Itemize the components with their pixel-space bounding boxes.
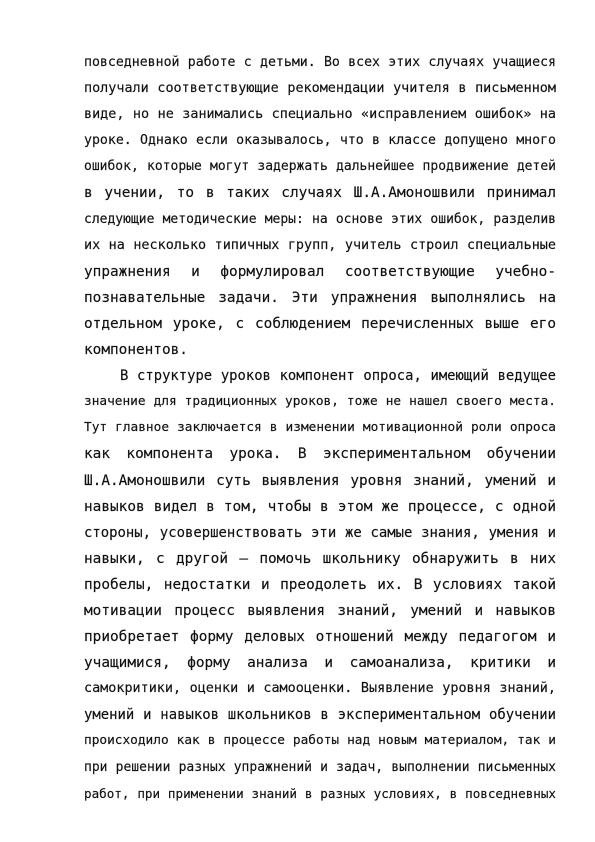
text-line: ошибок, которые могут задержать дальнейшее продвижение детей <box>84 159 556 175</box>
text-line: стороны, усовершенствовать эти же самые знания, умения и <box>84 524 556 541</box>
text-line: получали соответствующие рекомендации учителя в письменном <box>84 81 556 97</box>
text-line: работ, при применении знаний в разных условиях, в повседневных <box>84 785 556 801</box>
text-line: компонентов. <box>84 342 188 359</box>
text-line: значение для традиционных уроков, тоже не нашел своего места. <box>84 394 556 410</box>
text-line: Тут главное заключается в изменении мотивационной роли опроса <box>84 420 556 436</box>
text-line: происходило как в процессе работы над новым материалом, так и <box>84 733 556 749</box>
text-line: Ш.А.Амоношвили суть выявления уровня знаний, умений и <box>84 472 556 489</box>
text-line: при решении разных упражнений и задач, выполнении письменных <box>84 759 556 775</box>
text-line: их на несколько типичных групп, учитель строил специальные <box>84 237 556 253</box>
body-text <box>84 50 556 807</box>
text-line: виде, но не занимались специально «исправлением ошибок» на <box>84 107 556 123</box>
text-line: умений и навыков школьников в экспериментальном обучении <box>84 707 556 724</box>
text-line: повседневной работе с детьми. Во всех этих случаях учащиеся <box>84 55 556 70</box>
text-line: пробелы, недостатки и преодолеть их. В условиях такой <box>84 576 556 593</box>
text-line: в учении, то в таких случаях Ш.А.Амоношвили принимал <box>84 185 556 202</box>
text-line: познавательные задачи. Эти упражнения выполнялись на <box>84 289 556 306</box>
text-line: В структуре уроков компонент опроса, имеющий ведущее <box>120 368 556 385</box>
text-line: следующие методические меры: на основе этих ошибок, разделив <box>84 211 556 227</box>
text-line: учащимися, форму анализа и самоанализа, критики и <box>84 655 556 672</box>
text-line: мотивации процесс выявления знаний, умений и навыков <box>84 602 556 619</box>
text-line: самокритики, оценки и самооценки. Выявление уровня знаний, <box>84 681 556 697</box>
text-line: уроке. Однако если оказывалось, что в классе допущено много <box>84 133 556 149</box>
text-line: упражнения и формулировал соответствующие учебно- <box>84 263 556 280</box>
text-line: навыки, с другой — помочь школьнику обнаружить в них <box>84 550 556 567</box>
text-line: приобретает форму деловых отношений между педагогом и <box>84 629 556 646</box>
text-line: навыков видел в том, чтобы в этом же процессе, с одной <box>84 498 556 515</box>
text-line: как компонента урока. В экспериментальном обучении <box>84 446 556 463</box>
text-line: отдельном уроке, с соблюдением перечисленных выше его <box>84 315 556 332</box>
